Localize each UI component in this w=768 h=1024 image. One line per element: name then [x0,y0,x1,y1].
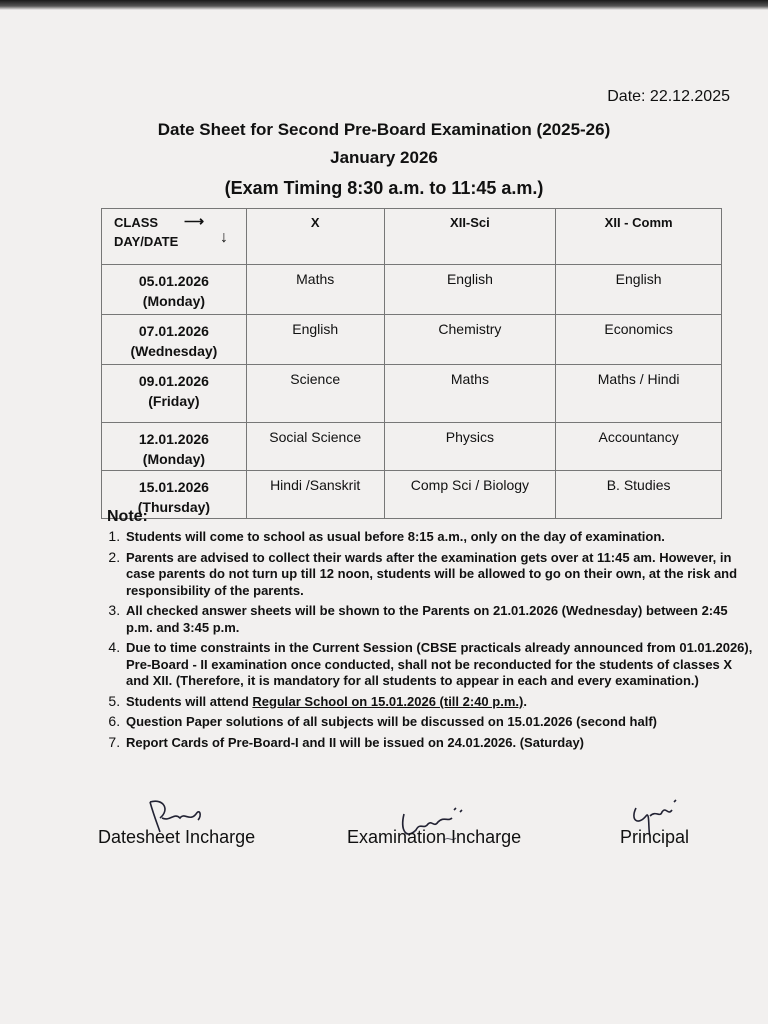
note-text: . [523,693,527,709]
column-header-xii-comm: XII - Comm [556,209,722,265]
note-item [124,693,756,711]
note-item: 7. Report Cards of Pre-Board-I and II will be issued on 24.01.2026. (Saturday) [124,734,756,752]
subject-cell: English [384,265,556,315]
exam-date: 07.01.2026 [138,323,209,339]
exam-date: 12.01.2026 [138,431,209,447]
top-shadow [0,0,768,10]
subject-cell: Physics [384,423,556,471]
note-item: 4. Due to time constraints in the Current Session (CBSE practicals already announced from 01.01.2026), Pre-Board - II examination once conducted, shall not be reconducted for the students of classes X and XII. (Therefore, it is mandatory for all students to appear in each and every examination.) [124,639,756,690]
subject-cell: B. Studies [556,471,722,519]
note-item: 1. Students will come to school as usual before 8:15 a.m., only on the day of examination. [124,528,756,546]
issue-date: Date: 22.12.2025 [607,88,730,105]
datesheet-incharge-label: Datesheet Incharge [98,827,256,847]
column-header-xii-sci: XII-Sci [384,209,556,265]
exam-day: (Thursday) [137,499,211,515]
table-row [102,423,722,471]
document-title: Date Sheet for Second Pre-Board Examination (2025-26) [157,120,611,139]
exam-day: (Friday) [148,393,200,409]
exam-date: 05.01.2026 [138,273,209,289]
subject-cell: Social Science [246,423,384,471]
exam-date: 09.01.2026 [138,373,209,389]
subject-cell: English [556,265,722,315]
arrow-down-icon: ↓ [220,229,228,246]
subject-cell: Accountancy [556,423,722,471]
notes-list [102,528,756,754]
note-item: 3. All checked answer sheets will be shown to the Parents on 21.01.2026 (Wednesday) between 2:45 p.m. and 3:45 p.m. [124,602,756,636]
date-cell [102,423,247,471]
subject-cell: English [246,315,384,365]
arrow-right-icon: ⟶ [184,213,205,229]
class-daydate-header [102,209,247,265]
document-subtitle-month: January 2026 [330,148,438,167]
subject-cell: Economics [556,315,722,365]
daydate-label: DAY/DATE [114,234,179,249]
date-cell [102,265,247,315]
table-row [102,265,722,315]
subject-cell: Maths [246,265,384,315]
exam-timing: (Exam Timing 8:30 a.m. to 11:45 a.m.) [224,178,544,198]
examination-incharge-label: Examination Incharge [347,827,522,847]
note-heading: Note: [107,508,148,525]
exam-day: (Monday) [142,293,206,309]
date-sheet-table [101,208,722,519]
column-header-x: X [246,209,384,265]
note-text: Students will attend [126,693,253,709]
table-row [102,365,722,423]
table-row [102,471,722,519]
date-cell [102,365,247,423]
table-header-row [102,209,722,265]
note-item: 6. Question Paper solutions of all subjects will be discussed on 15.01.2026 (second half) [124,713,756,731]
subject-cell: Hindi /Sanskrit [246,471,384,519]
exam-day: (Wednesday) [130,343,218,359]
date-cell [102,315,247,365]
class-label: CLASS [114,215,159,230]
subject-cell: Chemistry [384,315,556,365]
exam-date: 15.01.2026 [138,479,209,495]
regular-school-underlined: Regular School on 15.01.2026 (till 2:40 p.m.) [252,693,524,709]
subject-cell: Science [246,365,384,423]
table-row [102,315,722,365]
principal-label: Principal [620,827,690,847]
subject-cell: Comp Sci / Biology [384,471,556,519]
note-item: 2. Parents are advised to collect their wards after the examination gets over at 11:45 am. However, in case parents do not turn up till 12 noon, students will be allowed to go on their own, at the risk and responsibility of the parents. [124,549,756,600]
exam-day: (Monday) [142,451,206,467]
subject-cell: Maths / Hindi [556,365,722,423]
subject-cell: Maths [384,365,556,423]
